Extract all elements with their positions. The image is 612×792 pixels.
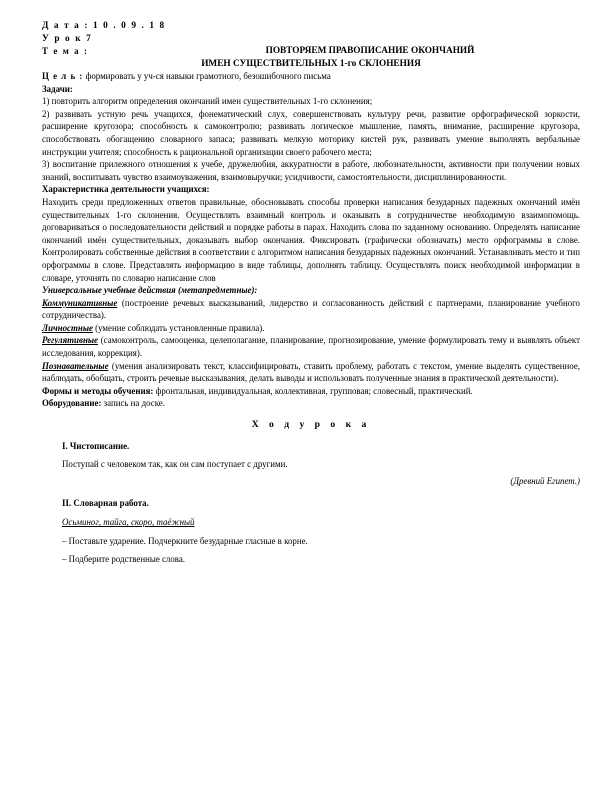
uud-regulative [42, 334, 580, 359]
activity-text: Находить среди предложенных ответов правильные, обосновывать способы проверки написания безударных падежных окончаний имён существительных 1-го склонения. Осуществлять взаимный контроль и оказывать в сотрудничестве необходимую взаимопомощь. договариваться о последовательности действий и порядке работы в парах. Находить слова по заданному основанию. Определять написание окончаний имён существительных, доказывать выбор окончания. Фиксировать (графически обозначать) место орфограммы в слове. Контролировать собственные действия в соответствии с алгоритмом написания безударных падежных окончаний. Устанавливать место и тип орфограммы в слове. Представлять информацию в виде таблицы, дополнять таблицу. Осуществлять поиск необходимой информации в словаре, уточнять по словарю написание слов [42, 196, 580, 283]
document-page [42, 20, 580, 566]
topic-title [160, 45, 580, 70]
reg-text: (самоконтроль, самооценка, целеполагание, планирование, прогнозирование, умение формулировать тему и выявлять объект исследования, коррекция). [42, 335, 580, 359]
lesson-number: У р о к 7 [42, 33, 93, 44]
title-line-2: ИМЕН СУЩЕСТВИТЕЛЬНЫХ 1-го СКЛОНЕНИЯ [201, 58, 421, 69]
forms-paragraph [42, 385, 580, 398]
date-line: Д а т а : 1 0 . 0 9 . 1 8 [42, 21, 166, 31]
cog-label: Познавательные [42, 360, 109, 371]
section-1-source: (Древний Египет.) [510, 475, 580, 486]
equipment-text: запись на доске. [101, 398, 165, 409]
section-1-title: I. Чистописание. [62, 440, 130, 451]
section-1 [62, 440, 580, 566]
equipment-label: Оборудование: [42, 398, 102, 409]
cog-text: (умения анализировать текст, классифицировать, ставить проблему, работать с текстом, умение выделять существенное, наблюдать, обобщать, строить речевые высказывания, делать выводы и использовать полученные знания в практической деятельности). [42, 360, 580, 384]
task-1: 1) повторить алгоритм определения окончаний имен существительных 1-го склонения; [42, 96, 373, 107]
task-3: 3) воспитание прилежного отношения к учебе, дружелюбия, аккуратности в работе, любознательности, активности при получении новых знаний, воспитывать чувство взаимоуважения, взаимовыручки; усидчивости, самостоятельности, дисциплинированности. [42, 159, 580, 182]
reg-label: Регулятивные [42, 335, 98, 346]
uud-communicative [42, 297, 580, 322]
tasks-label: Задачи: [42, 83, 73, 94]
equipment-paragraph [42, 397, 580, 410]
uud-cognitive [42, 360, 580, 385]
goal-text: формировать у уч-ся навыки грамотного, безошибочного письма [83, 71, 331, 81]
activity-label: Характеристика деятельности учащихся: [42, 184, 210, 195]
goal-label: Ц е л ь : [42, 71, 84, 81]
topic-row [42, 45, 580, 70]
task-2: 2) развивать устную речь учащихся, фонематический слух, совершенствовать культуру речи, развитие орфографической зоркости, расширение кругозора; способность к самоконтролю; развивать логическое мышление, память, внимание, расширение кругозора, способствовать обогащению словарного запаса; развивать мелкую моторику кистей рук, развивать умение выполнять вербальные инструкции учителя; способность к рациональной организации своего рабочего места; [42, 108, 580, 157]
section-1-text: Поступай с человеком так, как он сам поступает с другими. [62, 459, 288, 470]
title-line-1: ПОВТОРЯЕМ ПРАВОПИСАНИЕ ОКОНЧАНИЙ [265, 46, 475, 57]
section-2-title: II. Словарная работа. [62, 498, 149, 509]
section-2-words: Осьминог, тайга, скоро, таёжный [62, 517, 195, 527]
goal-paragraph [42, 70, 580, 83]
pers-label: Личностные [42, 322, 93, 333]
section-2-item-1: – Поставьте ударение. Подчеркните безударные гласные в корне. [62, 535, 308, 546]
uud-personal [42, 322, 580, 335]
comm-label: Коммуникативные [42, 297, 118, 308]
lesson-heading: Х о д у р о к а [251, 419, 371, 431]
section-2-item-2: – Подберите родственные слова. [62, 554, 186, 565]
uud-label: Универсальные учебные действия (метапредметные): [42, 285, 258, 296]
comm-text: (построение речевых высказываний, лидерство и согласованность действий с партнерами, планирование учебного сотрудничества). [42, 297, 580, 321]
topic-label: Т е м а : [42, 46, 89, 57]
forms-text: фронтальная, индивидуальная, коллективная, групповая; словесный, практический. [153, 385, 473, 396]
pers-text: (умение соблюдать установленные правила). [92, 322, 265, 333]
forms-label: Формы и методы обучения: [42, 385, 154, 396]
